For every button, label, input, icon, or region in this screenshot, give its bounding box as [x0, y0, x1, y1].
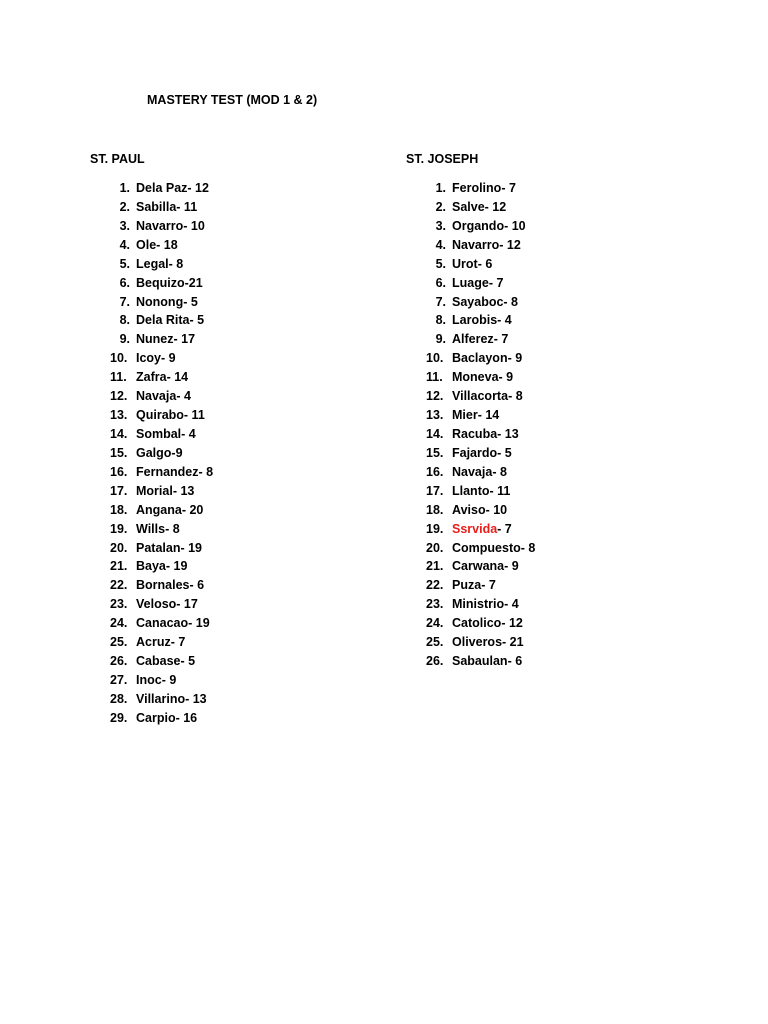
- student-name: Luage: [452, 275, 489, 290]
- student-entry: [136, 274, 203, 293]
- student-name: Navarro: [452, 237, 500, 252]
- student-score: - 9: [161, 351, 176, 366]
- student-score: - 7: [170, 635, 186, 650]
- student-name: Sombal: [136, 426, 182, 441]
- student-entry: [452, 236, 521, 255]
- student-score: - 9: [504, 559, 519, 574]
- student-name: Wills: [136, 521, 166, 536]
- student-name: Llanto: [452, 483, 490, 498]
- student-entry: [452, 293, 518, 312]
- student-score: - 7: [481, 578, 496, 593]
- student-entry: [136, 652, 195, 671]
- student-score: - 4: [176, 389, 191, 404]
- student-entry: [136, 198, 197, 217]
- student-name: Angana: [136, 502, 182, 517]
- student-name: Villarino: [136, 691, 186, 706]
- student-entry: [136, 614, 210, 633]
- student-score: - 5: [189, 313, 205, 328]
- student-score: - 6: [477, 256, 493, 271]
- item-number: 10.: [110, 351, 128, 366]
- item-number: 6.: [119, 275, 130, 290]
- student-score: - 9: [507, 351, 523, 366]
- student-name: Carwana: [452, 559, 505, 574]
- student-entry: [136, 709, 197, 728]
- student-score: - 8: [165, 521, 180, 536]
- student-entry: [136, 406, 205, 425]
- student-name: Nunez: [136, 332, 174, 347]
- student-score: - 7: [488, 275, 504, 290]
- item-number: 26.: [426, 654, 444, 669]
- student-entry: [136, 463, 213, 482]
- student-entry: [136, 539, 202, 558]
- student-name: Bequizo: [136, 275, 185, 290]
- student-score: - 12: [187, 181, 209, 195]
- student-entry: [136, 690, 207, 709]
- student-entry: [136, 311, 204, 330]
- student-name: Patalan: [136, 540, 181, 555]
- student-score: - 17: [176, 597, 198, 612]
- item-number: 22.: [426, 578, 444, 593]
- student-entry: [452, 387, 523, 406]
- student-name: Galgo: [136, 445, 172, 460]
- item-number: 29.: [110, 710, 128, 725]
- student-score: - 12: [484, 199, 507, 214]
- student-name: Ole: [136, 237, 157, 252]
- student-score: - 8: [492, 464, 507, 479]
- item-number: 20.: [426, 540, 444, 555]
- student-entry: [136, 368, 188, 387]
- student-score: - 4: [497, 313, 512, 328]
- student-name: Navaja: [136, 389, 177, 404]
- student-name: Sabaulan: [452, 654, 508, 669]
- student-name: Dela Rita: [136, 313, 190, 328]
- item-number: 16.: [110, 464, 128, 479]
- student-score: -21: [184, 275, 203, 290]
- student-entry: [452, 614, 523, 633]
- item-number: 24.: [426, 616, 444, 631]
- item-number: 14.: [110, 426, 128, 441]
- student-entry: [452, 406, 499, 425]
- student-score: - 8: [520, 540, 536, 555]
- student-score: - 8: [508, 389, 523, 404]
- student-name: Dela Paz: [136, 181, 188, 195]
- student-score: - 12: [499, 237, 521, 252]
- item-number: 4.: [119, 237, 130, 252]
- student-score: - 21: [502, 635, 524, 650]
- item-number: 21.: [426, 559, 444, 574]
- item-number: 15.: [110, 445, 128, 460]
- student-name: Compuesto: [452, 540, 521, 555]
- student-score: - 19: [180, 540, 203, 555]
- item-number: 19.: [426, 521, 444, 536]
- item-number: 11.: [110, 370, 127, 385]
- student-entry: [136, 179, 209, 198]
- item-number: 8.: [435, 313, 446, 328]
- student-score: -9: [171, 445, 183, 460]
- student-entry: [452, 198, 506, 217]
- student-score: - 18: [156, 237, 178, 252]
- student-score: - 11: [176, 199, 198, 214]
- student-entry: [452, 255, 492, 274]
- student-score: - 20: [181, 502, 204, 517]
- student-entry: [452, 425, 519, 444]
- student-name: Icoy: [136, 351, 162, 366]
- student-name: Nonong: [136, 294, 184, 309]
- item-number: 16.: [426, 464, 444, 479]
- student-name: Baclayon: [452, 351, 508, 366]
- student-entry: [136, 349, 176, 368]
- student-entry: [136, 444, 183, 463]
- item-number: 27.: [110, 672, 128, 687]
- item-number: 5.: [119, 256, 130, 271]
- item-number: 1.: [435, 181, 446, 195]
- page-title: MASTERY TEST (MOD 1 & 2): [147, 93, 318, 107]
- student-name: Cabase: [136, 654, 181, 669]
- item-number: 3.: [435, 218, 446, 233]
- student-name: Alferez: [452, 332, 494, 347]
- student-name: Urot: [452, 256, 478, 271]
- student-entry: [452, 595, 519, 614]
- student-entry: [452, 482, 510, 501]
- student-name: Aviso: [452, 502, 486, 517]
- student-score: - 16: [175, 710, 198, 725]
- item-number: 14.: [426, 426, 444, 441]
- student-name: Inoc: [136, 672, 162, 687]
- student-score: - 9: [161, 672, 177, 687]
- student-name: Ferolino: [452, 181, 502, 195]
- student-name: Puza: [452, 578, 482, 593]
- student-name: Legal: [136, 256, 169, 271]
- item-number: 10.: [426, 351, 444, 366]
- student-entry: [452, 633, 524, 652]
- student-entry: [452, 444, 512, 463]
- item-number: 15.: [426, 445, 444, 460]
- student-entry: [136, 482, 194, 501]
- student-name: Zafra: [136, 370, 167, 385]
- student-entry: [136, 293, 198, 312]
- student-entry: [452, 539, 535, 558]
- student-score: - 8: [503, 294, 519, 309]
- student-entry: [452, 274, 503, 293]
- student-entry: [452, 463, 507, 482]
- student-score: - 7: [497, 521, 512, 536]
- student-name: Acruz: [136, 635, 171, 650]
- item-number: 25.: [426, 635, 444, 650]
- item-number: 28.: [110, 691, 128, 706]
- item-number: 3.: [119, 218, 130, 233]
- student-score: - 5: [180, 654, 196, 669]
- item-number: 17.: [110, 483, 128, 498]
- student-entry: [452, 501, 507, 520]
- item-number: 20.: [110, 540, 128, 555]
- item-number: 23.: [426, 597, 444, 612]
- item-number: 17.: [426, 483, 444, 498]
- student-score: - 7: [501, 181, 516, 195]
- item-number: 2.: [435, 199, 446, 214]
- student-score: - 8: [168, 256, 184, 271]
- item-number: 7.: [119, 294, 130, 309]
- student-name: Oliveros: [452, 635, 503, 650]
- student-score: - 14: [166, 370, 189, 385]
- student-entry: [136, 387, 191, 406]
- student-score: - 13: [497, 426, 519, 441]
- student-entry: [452, 576, 496, 595]
- item-number: 8.: [119, 313, 130, 328]
- student-name: Canacao: [136, 616, 189, 631]
- student-entry: [136, 501, 203, 520]
- student-score: - 7: [493, 332, 509, 347]
- student-entry: [136, 217, 205, 236]
- student-score: - 17: [173, 332, 196, 347]
- student-name: Racuba: [452, 426, 498, 441]
- item-number: 9.: [119, 332, 130, 347]
- student-entry: [452, 557, 519, 576]
- student-name: Larobis: [452, 313, 498, 328]
- item-number: 26.: [110, 654, 128, 669]
- student-name: Sayaboc: [452, 294, 504, 309]
- item-number: 24.: [110, 616, 128, 631]
- student-score: - 8: [198, 464, 214, 479]
- student-entry: [452, 217, 526, 236]
- student-name: Salve: [452, 199, 485, 214]
- student-score: - 10: [485, 502, 508, 517]
- student-name: Fajardo: [452, 445, 498, 460]
- student-entry: [136, 595, 198, 614]
- student-entry: [452, 652, 522, 671]
- item-number: 22.: [110, 578, 128, 593]
- student-entry: [452, 311, 512, 330]
- student-name: Quirabo: [136, 408, 184, 423]
- student-entry: [452, 179, 516, 198]
- item-number: 4.: [435, 237, 446, 252]
- item-number: 19.: [110, 521, 128, 536]
- student-name: Navaja: [452, 464, 493, 479]
- item-number: 25.: [110, 635, 128, 650]
- student-name: Catolico: [452, 616, 502, 631]
- student-score: - 4: [504, 597, 519, 612]
- student-name: Veloso: [136, 597, 177, 612]
- item-number: 12.: [426, 389, 444, 404]
- item-number: 9.: [435, 332, 446, 347]
- st-paul-heading: ST. PAUL: [90, 152, 145, 166]
- student-name: Moneva: [452, 370, 499, 385]
- student-name: Ministrio: [452, 597, 505, 612]
- student-entry: [136, 633, 185, 652]
- student-score: - 19: [188, 616, 210, 631]
- student-name: Navarro: [136, 218, 184, 233]
- student-entry: [136, 330, 195, 349]
- item-number: 7.: [435, 294, 446, 309]
- student-name: Orgando: [452, 218, 505, 233]
- item-number: 5.: [435, 256, 446, 271]
- item-number: 12.: [110, 389, 128, 404]
- student-name: Villacorta: [452, 389, 509, 404]
- student-entry: [136, 576, 204, 595]
- student-entry: [136, 557, 187, 576]
- item-number: 21.: [110, 559, 128, 574]
- student-entry: [136, 236, 178, 255]
- student-score: - 13: [185, 691, 207, 706]
- student-score: - 5: [497, 445, 512, 460]
- student-entry: [452, 330, 508, 349]
- student-name: Sabilla: [136, 199, 177, 214]
- student-score: - 5: [183, 294, 198, 309]
- student-name: Baya: [136, 559, 166, 574]
- item-number: 2.: [119, 199, 130, 214]
- student-name: Bornales: [136, 578, 190, 593]
- item-number: 13.: [426, 408, 444, 423]
- student-name: Carpio: [136, 710, 176, 725]
- student-score: - 19: [165, 559, 188, 574]
- student-entry: [136, 520, 180, 539]
- item-number: 23.: [110, 597, 128, 612]
- student-name: Mier: [452, 408, 478, 423]
- student-name: Fernandez: [136, 464, 199, 479]
- st-joseph-heading: ST. JOSEPH: [406, 152, 479, 166]
- item-number: 1.: [119, 181, 130, 195]
- student-score: - 9: [498, 370, 514, 385]
- student-entry: [452, 368, 513, 387]
- student-score: - 11: [183, 408, 205, 423]
- student-score: - 6: [507, 654, 523, 669]
- student-score: - 13: [172, 483, 195, 498]
- item-number: 11.: [426, 370, 443, 385]
- student-score: - 10: [183, 218, 205, 233]
- student-name: Morial: [136, 483, 173, 498]
- item-number: 6.: [435, 275, 446, 290]
- student-score: - 14: [477, 408, 500, 423]
- item-number: 13.: [110, 408, 128, 423]
- student-entry: [136, 671, 176, 690]
- student-entry: [136, 255, 183, 274]
- student-name: Ssrvida: [452, 521, 498, 536]
- student-score: - 6: [189, 578, 205, 593]
- student-score: - 4: [181, 426, 196, 441]
- student-entry: [452, 520, 512, 539]
- item-number: 18.: [426, 502, 444, 517]
- item-number: 18.: [110, 502, 128, 517]
- student-entry: [136, 425, 196, 444]
- student-entry: [452, 349, 522, 368]
- student-score: - 11: [489, 483, 511, 498]
- student-score: - 12: [501, 616, 523, 631]
- student-score: - 10: [504, 218, 526, 233]
